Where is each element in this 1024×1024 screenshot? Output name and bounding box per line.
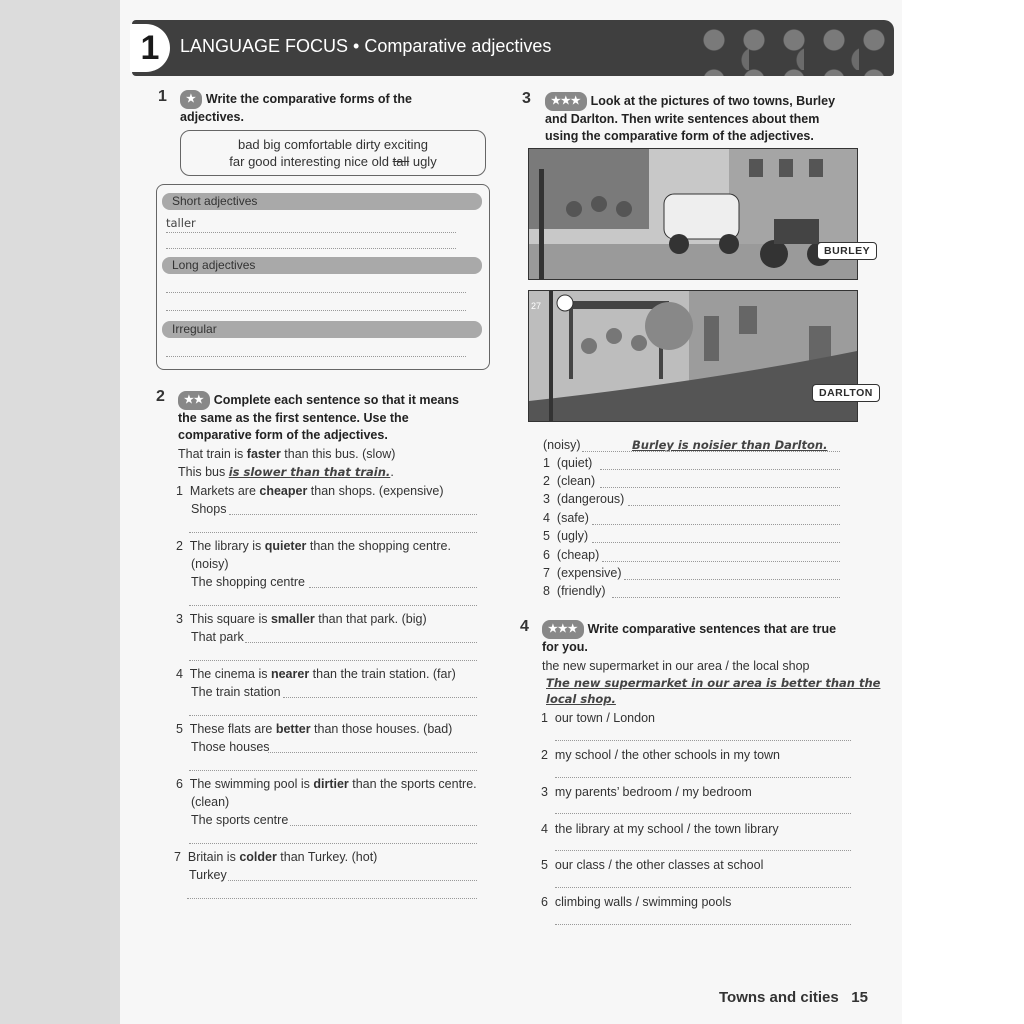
ex2-item-6-extra: (clean) — [191, 795, 230, 809]
answer-line — [283, 697, 477, 698]
answer-line — [189, 605, 477, 606]
answer-line — [189, 715, 477, 716]
bus-stop-number: 27 — [531, 301, 542, 311]
answer-line — [189, 532, 477, 533]
exercise-4-number: 4 — [520, 618, 529, 635]
darlton-picture — [528, 290, 858, 422]
burley-label: BURLEY — [817, 242, 877, 260]
ex2-item-1-start: Shops — [191, 502, 227, 516]
short-example: taller — [166, 216, 196, 230]
answer-line — [600, 487, 840, 488]
answer-line — [290, 825, 477, 826]
burley-picture — [528, 148, 858, 280]
ex3-item-6: 6 (cheap) — [543, 548, 600, 562]
exercise-2-number: 2 — [156, 388, 165, 405]
ex3-item-4: 4 (safe) — [543, 511, 589, 525]
page-footer — [719, 989, 868, 1006]
ex2-item-1: 1 Markets are cheaper than shops. (expensive) — [176, 484, 444, 498]
answer-line — [166, 248, 456, 249]
ex3-example-answer: Burley is noisier than Darlton. — [632, 438, 828, 452]
ex4-example-answer-line2: local shop. — [546, 692, 616, 706]
adjective-table — [156, 184, 490, 370]
answer-line — [592, 542, 840, 543]
answer-line — [166, 232, 456, 233]
answer-line — [555, 887, 851, 888]
burley-illustration — [529, 149, 857, 279]
word-list-line-2: far good interesting nice old tall ugly — [229, 154, 437, 169]
unit-number: 1 — [130, 24, 170, 72]
answer-line — [555, 740, 851, 741]
short-adjectives-header: Short adjectives — [162, 193, 482, 210]
long-adjectives-header: Long adjectives — [162, 257, 482, 274]
ex3-item-8: 8 (friendly) — [543, 584, 606, 598]
ex4-item-6: 6 climbing walls / swimming pools — [541, 895, 732, 909]
star-rating: ★★★ — [545, 92, 587, 111]
answer-line — [189, 660, 477, 661]
answer-line — [628, 505, 840, 506]
star-rating: ★ — [180, 90, 202, 109]
answer-line — [189, 843, 477, 844]
ex2-item-6: 6 The swimming pool is dirtier than the sports centre. — [176, 777, 477, 791]
ex3-item-7: 7 (expensive) — [543, 566, 622, 580]
answer-line — [582, 451, 840, 452]
answer-line — [602, 561, 840, 562]
answer-line — [555, 924, 851, 925]
banner-pattern — [694, 20, 894, 76]
ex2-item-7: 7 Britain is colder than Turkey. (hot) — [174, 850, 378, 864]
section-name: Towns and cities — [719, 989, 839, 1006]
answer-line — [309, 587, 477, 588]
ex4-item-2: 2 my school / the other schools in my town — [541, 748, 781, 762]
darlton-illustration — [529, 291, 857, 421]
exercise-3-number: 3 — [522, 90, 531, 107]
page-title — [180, 36, 551, 57]
answer-line — [245, 642, 477, 643]
ex2-item-3-start: That park — [191, 630, 244, 644]
exercise-4-instruction: ★★★ Write comparative sentences that are true for you. — [542, 621, 837, 654]
ex2-item-5-start: Those houses — [191, 740, 270, 754]
ex3-example-adj: (noisy) — [543, 438, 581, 452]
struck-word: tall — [392, 154, 410, 169]
answer-line — [624, 579, 840, 580]
answer-line — [229, 514, 477, 515]
answer-line — [555, 813, 851, 814]
ex4-item-3: 3 my parents’ bedroom / my bedroom — [541, 785, 752, 799]
ex4-item-5: 5 our class / the other classes at school — [541, 858, 764, 872]
scan-margin — [0, 0, 120, 1024]
example-answer: This bus is slower than that train.. — [178, 465, 394, 479]
ex2-item-2: 2 The library is quieter than the shopping centre. — [176, 539, 451, 553]
title-rest: • Comparative adjectives — [348, 36, 552, 56]
ex2-item-4-start: The train station — [191, 685, 281, 699]
answer-line — [600, 469, 840, 470]
ex4-item-1: 1 our town / London — [541, 711, 655, 725]
darlton-label: DARLTON — [812, 384, 880, 402]
word-list-line-1: bad big comfortable dirty exciting — [237, 137, 429, 152]
ex2-item-6-start: The sports centre — [191, 813, 289, 827]
answer-line — [166, 310, 466, 311]
ex3-item-1: 1 (quiet) — [543, 456, 593, 470]
star-rating: ★★ — [178, 391, 210, 410]
answer-line — [228, 880, 477, 881]
exercise-2-instruction: ★★ Complete each sentence so that it means the same as the first sentence. Use the comparative form of the adjectives. — [178, 392, 459, 442]
ex2-item-5: 5 These flats are better than those houses. (bad) — [176, 722, 453, 736]
answer-line — [166, 356, 466, 357]
exercise-1-instruction: ★ Write the comparative forms of the adjectives. — [180, 91, 412, 124]
star-rating: ★★★ — [542, 620, 584, 639]
ex2-item-7-start: Turkey — [189, 868, 227, 882]
word-box — [180, 130, 486, 176]
answer-line — [187, 898, 477, 899]
answer-line — [555, 850, 851, 851]
exercise-1-number: 1 — [158, 88, 167, 105]
ex3-item-3: 3 (dangerous) — [543, 492, 625, 506]
answer-line — [612, 597, 840, 598]
example-sentence: That train is faster than this bus. (slow) — [178, 447, 396, 461]
page-number: 15 — [851, 989, 868, 1006]
irregular-header: Irregular — [162, 321, 482, 338]
answer-line — [555, 777, 851, 778]
answer-line — [189, 770, 477, 771]
ex4-example-prompt: the new supermarket in our area / the local shop — [542, 659, 810, 673]
answer-line — [166, 292, 466, 293]
ex2-item-3: 3 This square is smaller than that park. (big) — [176, 612, 427, 626]
title-bold: LANGUAGE FOCUS — [180, 36, 349, 56]
answer-line — [592, 524, 840, 525]
ex3-item-2: 2 (clean) — [543, 474, 596, 488]
ex3-item-5: 5 (ugly) — [543, 529, 589, 543]
ex2-item-2-start: The shopping centre — [191, 575, 305, 589]
answer-line — [268, 752, 477, 753]
ex2-item-2-extra: (noisy) — [191, 557, 229, 571]
exercise-3-instruction: ★★★ Look at the pictures of two towns, Burley and Darlton. Then write sentences about them using the comparative form of the adjectives. — [545, 93, 836, 143]
ex2-item-4: 4 The cinema is nearer than the train station. (far) — [176, 667, 456, 681]
ex4-item-4: 4 the library at my school / the town library — [541, 822, 779, 836]
ex4-example-answer-line1: The new supermarket in our area is better than the — [546, 676, 881, 690]
